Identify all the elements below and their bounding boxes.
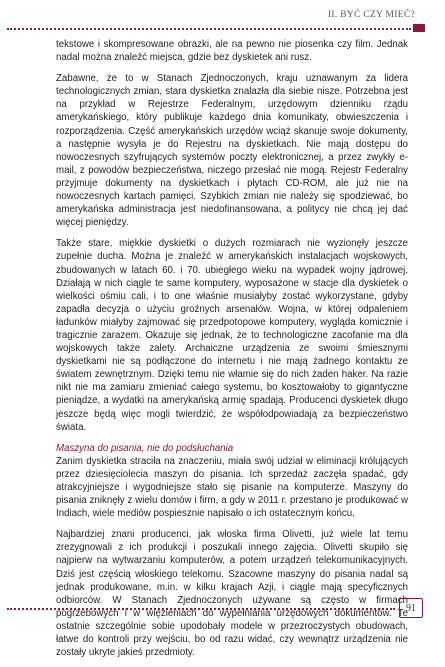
header-accent-bar [413, 24, 425, 32]
paragraph: Zabawne, że to w Stanach Zjednoczonych, kraju uznawanym za lidera technologicznych zmian, stara dyskietka znalazła dla siebie nisze. Potrzebna jest na przykład w Rejestrze Federalnym, urzędowym dzienniku rządu amerykańskiego, który publikuje każdego dnia komunikaty, obwieszczenia i rozporządzenia. Część amerykańskich urzędów wciąż skanuje swoje dokumenty, a następnie wysyła je do Rejestru na dyskietkach. Nie mają dostępu do nowoczesnych szyfrujących systemów poczty elektronicznej, a przez zwykły e-mail, z powodów bezpieczeństwa, niczego przesłać nie mogą. Rejestr Federalny przyjmuje dokumenty na dyskietkach i płytach CD-ROM, ale już nie na nowoczesnych kartach pamięci. Szybkich zmian nie należy się spodziewać, bo amerykańska administracja jest niedofinansowana, a politycy nie chcą jej dać więcej pieniędzy. [56, 73, 408, 229]
top-dotted-rule [7, 28, 411, 30]
section-title: Maszyna do pisania, nie do podsłuchania [56, 442, 234, 454]
page-body [56, 38, 408, 667]
paragraph: Także stare, miękkie dyskietki o dużych rozmiarach nie wyzionęły jeszcze zupełnie ducha. Można je znaleźć w amerykańskich instalacjach wojskowych, zbudowanych w latach 60. i 70. ubiegłego wieku na wypadek wojny jądrowej. Działają w nich ciągle te same komputery, wyposażone w stacje dla dyskietek o wielkości ośmiu cali, i to one właśnie musiałyby zostać wykorzystane, gdyby zapadła decyzja o użyciu groźnych arsenałów. Wojna, w której odpaleniem ładunków miałyby zajmować się przedpotopowe komputery, wygląda komicznie i tragicznie zarazem. Okazuje się jednak, że to technologiczne zacofanie ma dla wojskowych także zalety. Archaiczne urządzenia ze swoimi śmiesznymi dyskietkami nie są podłączone do internetu i nie mają żadnego kontaktu ze światem zewnętrznym. Dzięki temu nie włamie się do nich żaden haker. Na razie nikt nie ma zamiaru zmieniać całego systemu, bo kosztowałoby to gigantyczne pieniądze, a wydatki na amerykańską armię spadają. Producenci dyskietek długo jeszcze będą więc mogli twierdzić, że współodpowiadają za bezpieczeństwo świata. [56, 238, 408, 433]
paragraph: Zanim dyskietka straciła na znaczeniu, miała swój udział w eliminacji królujących przez dziesięciolecia maszyn do pisania. Ich sprzedaż zaczęła spadać, gdy atrakcyjniejsze i wygodniejsze stało się pisanie na komputerze. Maszyny do pisania zniknęły z wielu domów i firm, a gdy w 2011 r. przestano je produkować w Indiach, wiele mediów pospiesznie napisało o ich ostatecznym końcu. [56, 455, 408, 520]
bottom-dotted-rule [7, 608, 395, 610]
paragraph: Najbardziej znani producenci, jak włoska firma Olivetti, już wiele lat temu zrezygnowali z ich produkcji i poszukali innego zajęcia. Olivetti skupiło się najpierw na wytwarzaniu komputerów, a potem urządzeń telekomunikacyjnych. Dziś jest częścią włoskiego telekomu. Szacowne maszyny do pisania nadal są jednak produkowane, m.in. w kilku krajach Azji, i ciągle mają specyficznych odbiorców. W Stanach Zjednoczonych używane są często w firmach pogrzebowych i w więzieniach do wypełniania urzędowych dokumentów. Te ostatnie szczególnie sobie upodobały modele w przezroczystych obudowach, łatwe do kontroli przy wejściu, bo od razu widać, czy wewnątrz urządzenia nie zostały ukryte jakieś przedmioty. [56, 529, 408, 659]
running-header: II. BYĆ CZY MIEĆ? [327, 10, 415, 20]
paragraph: tekstowe i skompresowane obrazki, ale na pewno nie piosenka czy film. Jednak nadal można znaleźć miejsca, gdzie bez dyskietek ani rusz. [56, 39, 408, 64]
page-number: 91 [399, 598, 423, 618]
